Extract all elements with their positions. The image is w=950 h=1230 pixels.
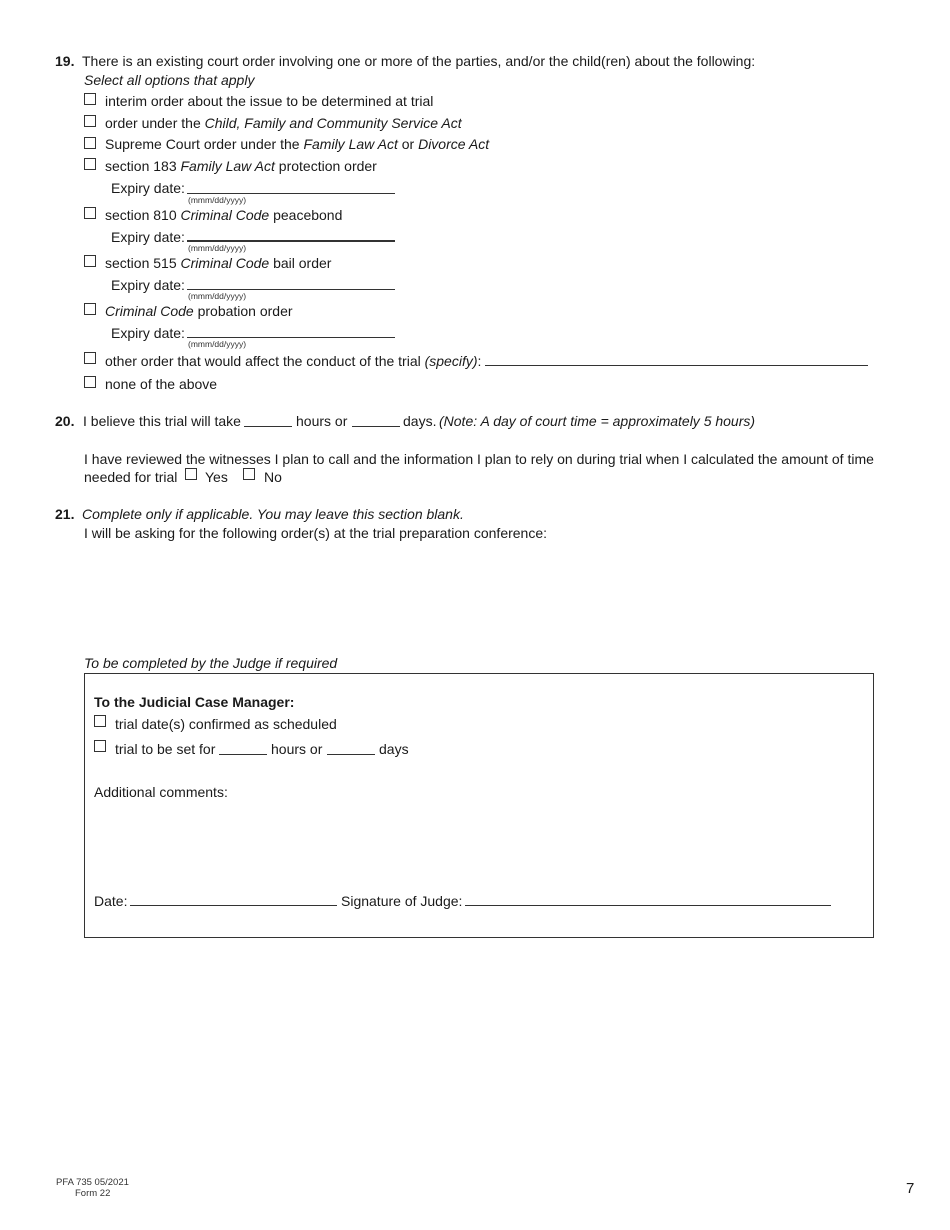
q20-note: (Note: A day of court time = approximately 5 hours) xyxy=(439,413,756,429)
q20-review-line2: needed for trial xyxy=(84,469,178,485)
judge-signature-field[interactable] xyxy=(465,905,831,906)
q20-text-b: hours or xyxy=(296,413,348,429)
option-none-of-above: none of the above xyxy=(105,376,218,392)
checkbox-s183-protection-order[interactable] xyxy=(84,158,96,170)
checkbox-s810-peacebond[interactable] xyxy=(84,207,96,219)
label-yes: Yes xyxy=(205,469,228,485)
trial-set-for-text-b: hours or xyxy=(271,741,323,757)
judge-date-field[interactable] xyxy=(130,905,337,906)
judge-caption: To be completed by the Judge if required xyxy=(84,655,338,671)
checkbox-interim-order[interactable] xyxy=(84,93,96,105)
expiry-label-probation: Expiry date: xyxy=(111,325,185,341)
checkbox-review-no[interactable] xyxy=(243,468,255,480)
q21-number: 21. xyxy=(55,506,75,522)
q21-instruction: Complete only if applicable. You may leave this section blank. xyxy=(82,506,464,522)
option-interim-order: interim order about the issue to be determined at trial xyxy=(105,93,434,109)
date-label: Date: xyxy=(94,893,128,909)
q21-text: I will be asking for the following order(s) at the trial preparation conference: xyxy=(84,525,548,541)
q19-text: There is an existing court order involving one or more of the parties, and/or the child(ren) about the following: xyxy=(82,53,756,69)
option-other-order: other order that would affect the conduct of the trial (specify): xyxy=(105,353,482,369)
form-number: Form 22 xyxy=(75,1188,111,1199)
judge-heading: To the Judicial Case Manager: xyxy=(94,694,295,710)
signature-label: Signature of Judge: xyxy=(341,893,463,909)
expiry-date-field-s183[interactable] xyxy=(187,193,395,194)
additional-comments-label: Additional comments: xyxy=(94,784,228,800)
date-format-hint: (mmm/dd/yyyy) xyxy=(188,291,247,301)
checkbox-trial-confirmed[interactable] xyxy=(94,715,106,727)
label-no: No xyxy=(264,469,282,485)
q20-text-c: days. xyxy=(403,413,437,429)
checkbox-review-yes[interactable] xyxy=(185,468,197,480)
date-format-hint: (mmm/dd/yyyy) xyxy=(188,195,247,205)
checkbox-none-of-above[interactable] xyxy=(84,376,96,388)
date-format-hint: (mmm/dd/yyyy) xyxy=(188,243,247,253)
trial-days-field[interactable] xyxy=(352,426,400,427)
judge-section-box xyxy=(84,673,874,938)
page-number: 7 xyxy=(906,1180,915,1197)
judge-days-field[interactable] xyxy=(327,754,375,755)
option-s183-protection-order: section 183 Family Law Act protection order xyxy=(105,158,377,174)
expiry-label-s515: Expiry date: xyxy=(111,277,185,293)
expiry-date-field-s515[interactable] xyxy=(187,289,395,290)
trial-set-for-text-a: trial to be set for xyxy=(115,741,216,757)
form-code: PFA 735 05/2021 xyxy=(56,1177,129,1188)
option-probation-order: Criminal Code probation order xyxy=(105,303,293,319)
checkbox-cfcsa-order[interactable] xyxy=(84,115,96,127)
date-format-hint: (mmm/dd/yyyy) xyxy=(188,339,247,349)
expiry-date-field-probation[interactable] xyxy=(187,337,395,338)
expiry-date-field-s810[interactable] xyxy=(187,240,395,242)
expiry-label-s810: Expiry date: xyxy=(111,229,185,245)
option-trial-confirmed: trial date(s) confirmed as scheduled xyxy=(115,716,337,732)
other-order-specify-field[interactable] xyxy=(485,365,868,366)
checkbox-trial-set-for[interactable] xyxy=(94,740,106,752)
checkbox-s515-bail-order[interactable] xyxy=(84,255,96,267)
q20-review-line1: I have reviewed the witnesses I plan to call and the information I plan to rely on during trial when I calculated the amount of time xyxy=(84,451,874,467)
trial-set-for-text-c: days xyxy=(379,741,409,757)
expiry-label-s183: Expiry date: xyxy=(111,180,185,196)
q19-number: 19. xyxy=(55,53,75,69)
q19-instruction: Select all options that apply xyxy=(84,72,255,88)
judge-hours-field[interactable] xyxy=(219,754,267,755)
checkbox-probation-order[interactable] xyxy=(84,303,96,315)
option-s810-peacebond: section 810 Criminal Code peacebond xyxy=(105,207,343,223)
option-cfcsa-order: order under the Child, Family and Community Service Act xyxy=(105,115,462,131)
checkbox-supreme-court-order[interactable] xyxy=(84,137,96,149)
option-supreme-court-order: Supreme Court order under the Family Law Act or Divorce Act xyxy=(105,136,490,152)
checkbox-other-order[interactable] xyxy=(84,352,96,364)
q20-number: 20. xyxy=(55,413,75,429)
option-s515-bail-order: section 515 Criminal Code bail order xyxy=(105,255,332,271)
trial-hours-field[interactable] xyxy=(244,426,292,427)
q20-text-a: I believe this trial will take xyxy=(83,413,241,429)
